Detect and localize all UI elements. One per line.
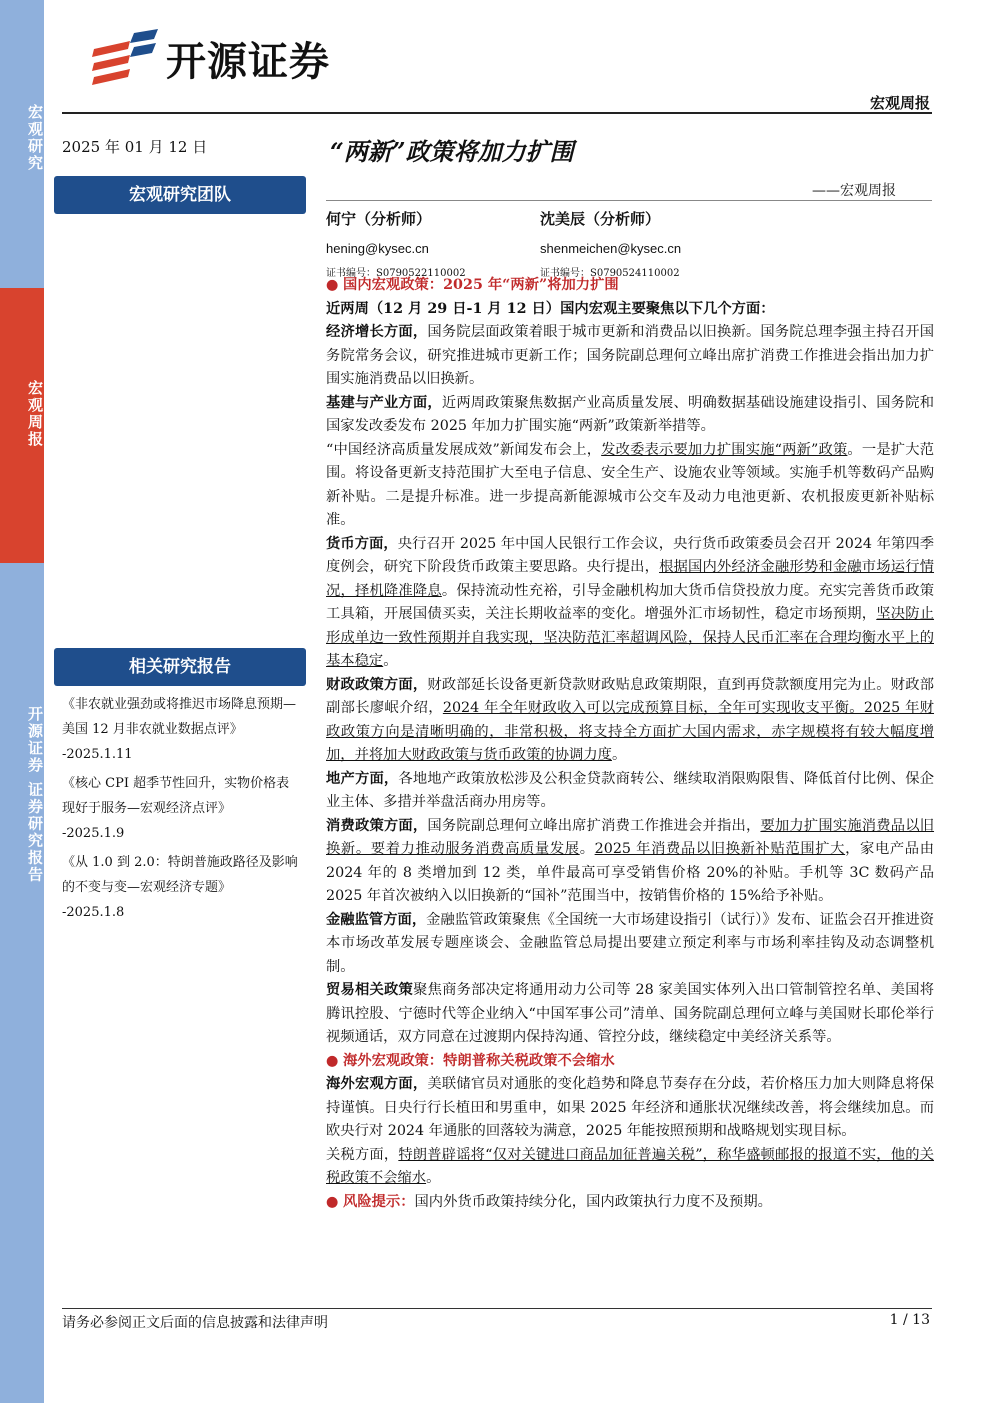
risk-warning: ● 风险提示：国内外货币政策持续分化，国内政策执行力度不及预期。 (326, 1193, 772, 1210)
section-heading-domestic: ● 国内宏观政策：2025 年“两新”将加力扩围 (326, 277, 619, 293)
page-number: 1 / 13 (889, 1312, 930, 1328)
analyst-card (326, 208, 466, 279)
bullet-icon: ● (326, 277, 344, 293)
brand-name: 开源证券 (166, 38, 330, 85)
footer-rule (62, 1308, 932, 1309)
brand-logo (90, 28, 330, 88)
related-reports (62, 692, 300, 929)
header-rule (62, 112, 932, 114)
analyst-cert: 证书编号：S0790522110002 (326, 268, 466, 279)
analyst-email[interactable]: shenmeichen@kysec.cn (540, 241, 682, 256)
paragraph-trade: 贸易相关政策聚焦商务部决定将通用动力公司等 28 家美国实体列入出口管制管控名单、美国将腾讯控股、宁德时代等企业纳入“中国军事公司”清单、国务院副总理何立峰与美国财长耶伦举行视频通话，双方同意在过渡期内保持沟通、管控分歧，继续稳定中美经济关系等。 (326, 982, 934, 1045)
sidebar-label-bottom: 开源证券 证券研究报告 (26, 706, 44, 884)
main-body (326, 274, 934, 1214)
team-heading: 宏观研究团队 (54, 176, 306, 214)
brand-logo-icon (90, 29, 160, 87)
subtitle-rule (326, 200, 932, 201)
bullet-icon: ● (326, 1052, 344, 1069)
analyst-email[interactable]: hening@kysec.cn (326, 241, 429, 256)
paragraph-overseas: 海外宏观方面，美联储官员对通胀的变化趋势和降息节奏存在分歧，若价格压力加大则降息将保持谨慎。日央行行长植田和男重申，如果 2025 年经济和通胀状况继续改善，将会继续加息。而欧央行对 2024 年通胀的回落较为满意，2025 年能按照预期和战略规划实现目标。 (326, 1076, 935, 1139)
related-report-date: -2025.1.9 (62, 826, 125, 841)
analyst-cert: 证书编号：S0790524110002 (540, 268, 680, 279)
paragraph-fiscal: 财政政策方面，财政部延长设备更新贷款财政贴息政策期限，直到再贷款额度用完为止。财政部副部长廖岷介绍，2024 年全年财政收入可以完成预算目标，全年可实现收支平衡。2025 年财政政策方向是清晰明确的，非常积极，将支持全方面扩大国内需求，赤字规模将有较大幅度增加，并将加大财政政策与货币政策的协调力度。 (326, 676, 935, 763)
footer-disclaimer: 请务必参阅正文后面的信息披露和法律声明 (62, 1315, 328, 1331)
related-report-title[interactable]: 《核心 CPI 超季节性回升，实物价格表现好于服务—宏观经济点评》 (62, 776, 290, 816)
analyst-name: 何宁（分析师） (326, 210, 432, 228)
sidebar-label-top: 宏观研究 (26, 104, 44, 172)
paragraph-growth: 经济增长方面，国务院层面政策着眼于城市更新和消费品以旧换新。国务院总理李强主持召开国务院常务会议，研究推进城市更新工作；国务院副总理何立峰出席扩消费工作推进会指出加力扩围实施消费品以旧换新。 (326, 324, 935, 387)
related-report-date: -2025.1.8 (62, 905, 125, 920)
related-report-title[interactable]: 《非农就业强劲或将推迟市场降息预期—美国 12 月非农就业数据点评》 (62, 697, 297, 737)
paragraph-two-new: “中国经济高质量发展成效”新闻发布会上，发改委表示要加力扩围实施“两新”政策。一是扩大范围。将设备更新支持范围扩大至电子信息、安全生产、设施农业等领域。实施手机等数码产品购新补贴。二是提升标准。进一步提高新能源城市公交车及动力电池更新、农机报废更新补贴标准。 (326, 441, 935, 528)
related-heading: 相关研究报告 (54, 648, 306, 686)
report-title: “两新”政策将加力扩围 (330, 137, 574, 166)
report-date: 2025 年 01 月 12 日 (62, 138, 208, 156)
report-type: 宏观周报 (869, 94, 930, 112)
paragraph-monetary: 货币方面，央行召开 2025 年中国人民银行工作会议，央行货币政策委员会召开 2024 年第四季度例会，研究下阶段货币政策主要思路。央行提出，根据国内外经济金融形势和金融市场运行情况，择机降准降息。保持流动性充裕，引导金融机构加大货币信贷投放力度。充实完善货币政策工具箱，开展国债买卖，关注长期收益率的变化。增强外汇市场韧性，稳定市场预期，坚决防止形成单边一致性预期并自我实现，坚决防范汇率超调风险，保持人民币汇率在合理均衡水平上的基本稳定。 (326, 535, 935, 669)
analyst-name: 沈美辰（分析师） (540, 210, 661, 228)
lead-paragraph: 近两周（12 月 29 日-1 月 12 日）国内宏观主要聚焦以下几个方面： (326, 300, 775, 317)
related-report-date: -2025.1.11 (62, 747, 133, 762)
related-report-title[interactable]: 《从 1.0 到 2.0：特朗普施政路径及影响的不变与变—宏观经济专题》 (62, 855, 298, 895)
section-heading-overseas: ● 海外宏观政策：特朗普称关税政策不会缩水 (326, 1052, 615, 1069)
paragraph-financial-regulation: 金融监管方面，金融监管政策聚焦《全国统一大市场建设指引（试行）》发布、证监会召开推进资本市场改革发展专题座谈会、金融监管总局提出要建立预定利率与市场利率挂钩及动态调整机制。 (326, 911, 934, 975)
sidebar-label-middle: 宏观周报 (26, 380, 44, 448)
bullet-icon: ● (326, 1193, 344, 1210)
paragraph-consumption: 消费政策方面，国务院副总理何立峰出席扩消费工作推进会并指出，要加力扩围实施消费品以旧换新。要着力推动服务消费高质量发展。2025 年消费品以旧换新补贴范围扩大，家电产品由 2024 年的 8 类增加到 12 类，单件最高可享受销售价格 20%的补贴。手机等 3C 数码产品 2025 年首次被纳入以旧换新的“国补”范围当中，按销售价格的 15%给予补贴。 (326, 817, 935, 904)
left-sidebar (0, 0, 44, 1403)
paragraph-infra: 基建与产业方面，近两周政策聚焦数据产业高质量发展、明确数据基础设施建设指引、国务院和国家发改委发布 2025 年加力扩围实施“两新”政策新举措等。 (326, 394, 934, 434)
paragraph-tariff: 关税方面，特朗普辟谣将“仅对关键进口商品加征普遍关税”，称华盛顿邮报的报道不实，他的关税政策不会缩水。 (326, 1146, 934, 1186)
paragraph-property: 地产方面，各地地产政策放松涉及公积金贷款商转公、继续取消限购限售、降低首付比例、保企业主体、多措并举盘活商办用房等。 (326, 770, 934, 810)
analyst-card (540, 208, 681, 279)
report-subtitle: ——宏观周报 (812, 183, 896, 199)
